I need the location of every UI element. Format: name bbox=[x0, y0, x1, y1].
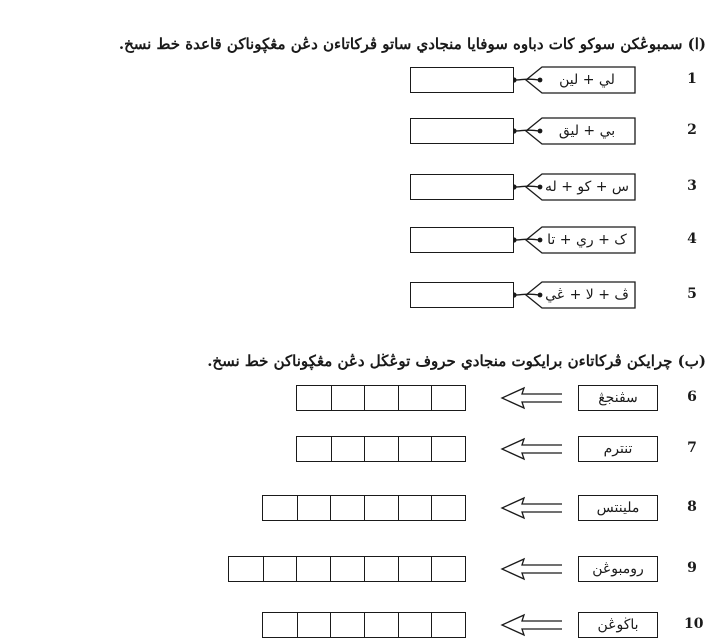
letter-cell[interactable] bbox=[297, 386, 331, 410]
string-connector bbox=[0, 226, 728, 254]
question-number: 8 bbox=[687, 499, 697, 515]
section-b-row bbox=[0, 611, 728, 639]
letter-cell[interactable] bbox=[431, 496, 465, 520]
letter-cell[interactable] bbox=[330, 496, 364, 520]
answer-box[interactable] bbox=[410, 174, 514, 200]
left-arrow-icon bbox=[500, 435, 566, 463]
question-number: 4 bbox=[687, 231, 697, 247]
letter-cell[interactable] bbox=[331, 437, 365, 461]
letter-grid bbox=[296, 436, 466, 462]
letter-cell[interactable] bbox=[431, 613, 465, 637]
letter-cell[interactable] bbox=[330, 613, 364, 637]
section-b-label: (ب) bbox=[677, 352, 706, 370]
string-connector bbox=[0, 173, 728, 201]
syllable-text: س + كو + له bbox=[544, 179, 630, 195]
question-number: 10 bbox=[684, 616, 704, 632]
section-a-row bbox=[0, 281, 728, 309]
section-b-instruction bbox=[207, 351, 706, 371]
letter-cell[interactable] bbox=[364, 437, 398, 461]
letter-cell[interactable] bbox=[364, 613, 398, 637]
letter-cell[interactable] bbox=[398, 437, 432, 461]
section-b-row bbox=[0, 384, 728, 412]
letter-cell[interactable] bbox=[364, 496, 398, 520]
letter-cell[interactable] bbox=[364, 557, 398, 581]
letter-cell[interactable] bbox=[297, 613, 331, 637]
letter-cell[interactable] bbox=[263, 496, 297, 520]
left-arrow-icon bbox=[500, 384, 566, 412]
answer-box[interactable] bbox=[410, 227, 514, 253]
letter-cell[interactable] bbox=[297, 437, 331, 461]
question-number: 3 bbox=[687, 178, 697, 194]
letter-cell[interactable] bbox=[263, 557, 297, 581]
section-a-label: (ا) bbox=[687, 35, 706, 53]
left-arrow-icon bbox=[500, 555, 566, 583]
question-number: 9 bbox=[687, 560, 697, 576]
question-number: 6 bbox=[687, 389, 697, 405]
section-a-text: سمبوڠكن سوكو كات دباوه سوفايا منجادي ساتو ڤركاتاءن دڠن مڠڮوناكن قاعدة خط نسخ. bbox=[118, 35, 683, 53]
string-connector bbox=[0, 117, 728, 145]
letter-grid bbox=[228, 556, 466, 582]
left-arrow-icon bbox=[500, 611, 566, 639]
syllable-text: لي + لين bbox=[559, 72, 615, 88]
syllable-text: بي + ليق bbox=[558, 123, 616, 139]
letter-cell[interactable] bbox=[431, 557, 465, 581]
word-box: ملينتس bbox=[578, 495, 658, 521]
string-connector bbox=[0, 66, 728, 94]
question-number: 2 bbox=[687, 122, 697, 138]
letter-cell[interactable] bbox=[364, 386, 398, 410]
section-a-row bbox=[0, 66, 728, 94]
letter-cell[interactable] bbox=[331, 386, 365, 410]
letter-cell[interactable] bbox=[398, 557, 432, 581]
section-a-instruction bbox=[119, 34, 706, 54]
syllable-text: ک + ري + تا bbox=[547, 232, 627, 248]
letter-cell[interactable] bbox=[263, 613, 297, 637]
section-a-row bbox=[0, 117, 728, 145]
section-b-row bbox=[0, 555, 728, 583]
letter-cell[interactable] bbox=[431, 386, 465, 410]
section-a-row bbox=[0, 226, 728, 254]
letter-grid bbox=[296, 385, 466, 411]
section-b-row bbox=[0, 494, 728, 522]
word-box: باڬوڠن bbox=[578, 612, 658, 638]
letter-cell[interactable] bbox=[398, 496, 432, 520]
question-number: 5 bbox=[687, 286, 697, 302]
word-box: رومبوڠن bbox=[578, 556, 658, 582]
section-b-text: چرايكن ڤركاتاءن برايكوت منجادي حروف توڠڬل دڠن مڠڮوناكن خط نسخ. bbox=[207, 352, 673, 370]
syllable-text: ڤ + لا + ڠي bbox=[545, 287, 629, 303]
answer-box[interactable] bbox=[410, 118, 514, 144]
word-box: سڤنجڠ bbox=[578, 385, 658, 411]
answer-box[interactable] bbox=[410, 282, 514, 308]
section-b-row bbox=[0, 435, 728, 463]
letter-cell[interactable] bbox=[398, 386, 432, 410]
letter-cell[interactable] bbox=[296, 557, 330, 581]
left-arrow-icon bbox=[500, 494, 566, 522]
question-number: 7 bbox=[687, 440, 697, 456]
letter-cell[interactable] bbox=[229, 557, 263, 581]
letter-cell[interactable] bbox=[330, 557, 364, 581]
letter-cell[interactable] bbox=[297, 496, 331, 520]
question-number: 1 bbox=[687, 71, 697, 87]
letter-grid bbox=[262, 495, 466, 521]
letter-grid bbox=[262, 612, 466, 638]
section-a-row bbox=[0, 173, 728, 201]
word-box: تنترم bbox=[578, 436, 658, 462]
answer-box[interactable] bbox=[410, 67, 514, 93]
string-connector bbox=[0, 281, 728, 309]
letter-cell[interactable] bbox=[398, 613, 432, 637]
letter-cell[interactable] bbox=[431, 437, 465, 461]
